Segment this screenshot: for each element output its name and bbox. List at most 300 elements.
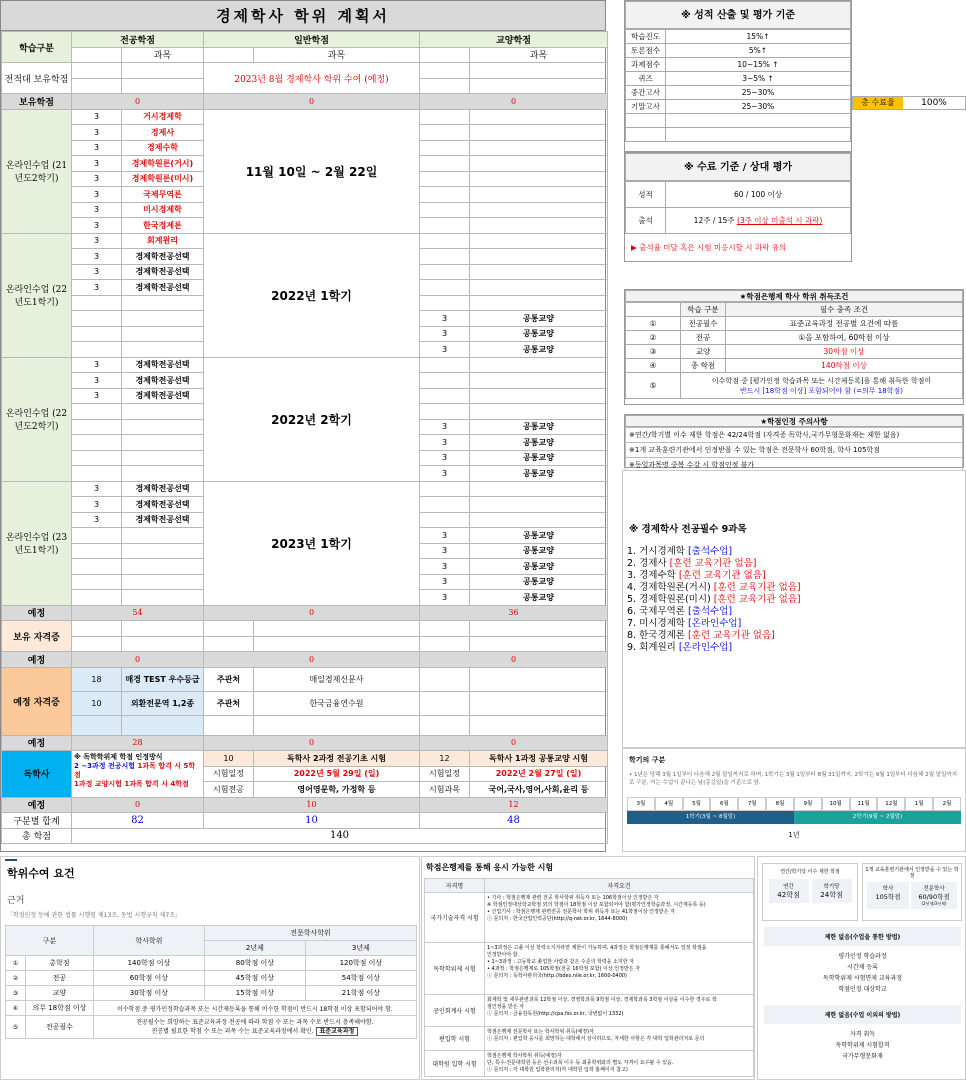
req-major-required: 전공별 필요한 학점 수 또는 과목 수는 표준교육과정에서 확인. [151, 1028, 314, 1035]
dok-subject-label: 시험전공 [204, 782, 254, 798]
exam-req-line: ⓘ 문의처 : 편입학 응시를 희망하는 대학에서 상이하므로, 자세한 사항은 각 대학 입학관리처로 문의 [487, 1036, 705, 1042]
req-bachelor: 140학점 이상 [93, 956, 204, 971]
limit-key: 학기당 [823, 884, 840, 890]
term2-period: 2022년 1학기 [204, 233, 420, 357]
month-cell: 9월 [794, 797, 822, 811]
dok-liberal-subjects: 국어,국사,영어,사회,윤리 등 [470, 782, 608, 798]
liberal-course: 공통교양 [470, 559, 608, 575]
expected-major: 28 [72, 735, 204, 751]
cert-credit: 18 [72, 667, 122, 691]
limit-value: 105학점 [875, 893, 901, 901]
acquire-r5-line: 반드시 [18학점 이상] 포함되어야 함 (=의무 18학점) [740, 386, 903, 395]
score-label: 성적 [626, 182, 666, 208]
credit-cell: 3 [72, 187, 122, 203]
exams-panel [421, 856, 755, 1080]
attend-note: (3주 이상 미출석 시 과락) [736, 216, 823, 225]
exam-name: 편입학 시험 [425, 1027, 485, 1051]
course-cell: 경제학전공선택 [122, 264, 204, 280]
course-cell: 경제학원론(거시) [122, 156, 204, 172]
subject-header: 과목 [470, 47, 608, 63]
grading-key: 중간고사 [626, 86, 666, 100]
limit-box-2 [862, 863, 962, 921]
req-3y: 21학점 이상 [305, 986, 416, 1001]
held-general: 0 [204, 94, 420, 110]
exam-req-line: 단, 특수·전문대학원 등은 선수과목 이수 등 최종학위와의 별도 자격이 요구될 수 있음. [487, 1060, 674, 1066]
liberal-course: 공통교양 [470, 326, 608, 342]
prior-label: 전적대 보유학점 [2, 63, 72, 94]
major-header: 전공학점 [72, 32, 204, 48]
exam-req-line: ⓘ 문의처 : 금융감독원(http://cpa.fss.or.kr, 국번없이 1332) [487, 1011, 624, 1017]
liberal-credit: 3 [420, 466, 470, 482]
no-limit-item: 자격 취득 [849, 1031, 876, 1038]
degree-note: 2023년 8월 경제학사 학위 수여 (예정) [204, 63, 420, 94]
liberal-course: 공통교양 [470, 466, 608, 482]
liberal-course: 공통교양 [470, 543, 608, 559]
req-mandatory: 이수학점 중 평가인정학습과목 또는 시간제등록을 통해 이수한 학점이 반드시 18학점 이상 포함되어야 함. [93, 1001, 416, 1016]
expected-label: 예정 [2, 735, 72, 751]
required-item [627, 582, 801, 594]
dok-label: 독학사 [2, 751, 72, 798]
limit-box-title: 연간/학기당 이수 제한 학점 [780, 869, 840, 875]
liberal-course: 공통교양 [470, 311, 608, 327]
required-item-status: [온라인수업] [688, 618, 742, 629]
no-limit-class-title: 제한 없음(수업을 통한 방법) [764, 927, 961, 946]
semester-bar-2: 2학기(9월 ~ 2월말) [794, 811, 961, 824]
acquire-num: ① [626, 317, 681, 331]
credit-cell: 3 [72, 171, 122, 187]
exams-h1: 자격명 [425, 879, 485, 893]
exam-req-line: • 기사 : 학점은행제 관련 전공 학사학위 취득자 또는 106학점이상 인정받은 자 [487, 895, 659, 901]
limit-box-title: 1개 교육훈련기관에서 인정받을 수 있는 학점 [865, 867, 959, 879]
acquire-h1: 학습 구분 [681, 303, 726, 317]
required-item-name: 5. 경제학원론(미시) [627, 594, 714, 605]
total-label: 총 학점 [2, 828, 72, 844]
term4-label: 온라인수업 (23년도1학기) [2, 481, 72, 605]
th-3y: 3년제 [305, 941, 416, 956]
required-item-status: [훈련 교육기관 없음] [669, 558, 757, 569]
grading-panel [624, 0, 852, 152]
sum-general: 10 [204, 813, 420, 829]
no-limit-item: 학점인정 대상학교 [838, 986, 887, 993]
limit-key: 학사 [882, 886, 894, 892]
degree-plan-table [0, 0, 606, 852]
exam-req-line: • 산업기사 : 학점은행제 관련전공 전문학사 학위 취득자 또는 41학점이상 인정받은 자 [487, 909, 675, 915]
total-value: 140 [72, 828, 608, 844]
req-num: ③ [6, 986, 26, 1001]
required-item-name: 3. 경제수학 [627, 570, 679, 581]
term3-label: 온라인수업 (22년도2학기) [2, 357, 72, 481]
acquire-value: 140학점 이상 [726, 359, 963, 373]
month-cell: 4월 [655, 797, 683, 811]
credit-cell: 3 [72, 497, 122, 513]
cert-name: 외환전문역 1,2종 [122, 691, 204, 715]
month-cell: 3월 [627, 797, 655, 811]
liberal-credit: 3 [420, 574, 470, 590]
acquire-value: 30학점 이상 [726, 345, 963, 359]
credit-cell: 3 [72, 388, 122, 404]
subject-header: 과목 [254, 47, 420, 63]
liberal-credit: 3 [420, 342, 470, 358]
course-cell: 경제학전공선택 [122, 373, 204, 389]
exam-req-line: • 4과정 : 학점은행제로 105학점(전공 16학점 포함) 이상 인정받은 자 [487, 966, 641, 972]
completion-title: ※ 수료 기준 / 상대 평가 [625, 153, 851, 181]
th-class: 구분 [6, 926, 94, 956]
month-cell: 5월 [683, 797, 711, 811]
course-cell: 경제사 [122, 125, 204, 141]
required-item-name: 6. 국제무역론 [627, 606, 688, 617]
req-bachelor: 60학점 이상 [93, 971, 204, 986]
semester-bar-1: 1학기(3월 ~ 8월말) [627, 811, 794, 824]
exam-req-line: 1~3과정은 고졸 이상 학력소지자라면 제한이 가능하며, 4과정은 학점은행제를 통해서도 일정 학점을 [487, 945, 707, 951]
credit-cell: 3 [72, 109, 122, 125]
held-major: 0 [72, 94, 204, 110]
term3-period: 2022년 2학기 [204, 357, 420, 481]
liberal-header: 교양학점 [420, 32, 608, 48]
exams-h2: 자격요건 [485, 879, 754, 893]
exam-req-line: 학점은행제 학사학위 취득(예정)자 [487, 1053, 562, 1059]
acquire-num: ④ [626, 359, 681, 373]
basis-label: 근거 [7, 896, 25, 906]
semester-panel [622, 748, 966, 852]
limit-box-1 [762, 863, 858, 921]
required-item [627, 558, 801, 570]
course-cell: 경제학원론(미시) [122, 171, 204, 187]
liberal-course: 공통교양 [470, 528, 608, 544]
caution-line: ※1개 교육훈련기관에서 인정받을 수 있는 학점은 전문학사 60학점, 학사 105학점 [626, 443, 963, 458]
exam-req-line: 회계학 및 세무관련과목 12학점 이상, 경영학과목 9학점 이상, 경제학과목 3학점 이상을 이수한 경우로 학 [487, 997, 717, 1003]
required-item-name: 8. 한국경제론 [627, 630, 688, 641]
no-limit-item: 시간제 등록 [847, 964, 878, 971]
exam-name: 국가기술자격 시험 [425, 893, 485, 943]
caution-line: ※연간/학기별 이수 제한 학점은 42/24학점 (자격증 독학사,국가무형문화재는 제한 없음) [626, 428, 963, 443]
liberal-course: 공통교양 [470, 450, 608, 466]
credit-cell: 3 [72, 280, 122, 296]
semester-bars [627, 811, 961, 824]
no-limit-class [764, 927, 961, 1000]
expected-major: 0 [72, 652, 204, 668]
credit-cell: 3 [72, 233, 122, 249]
course-cell: 회계원리 [122, 233, 204, 249]
exam-req-line: 점인정을 받은 자 [487, 1004, 524, 1010]
cert-name: 매경 TEST 우수등급 [122, 667, 204, 691]
credit-cell: 3 [72, 512, 122, 528]
expected-general: 0 [204, 605, 420, 621]
caution-title: ★학점인정 주의사항 [625, 415, 963, 427]
exam-req-line: ⓘ 문의처 : 한국산업인력공단(http://q-net.or.kr, 1644-8000) [487, 916, 628, 922]
term1-period: 11월 10일 ~ 2월 22일 [204, 109, 420, 233]
subject-header: 과목 [122, 47, 204, 63]
sum-label: 구분별 합계 [2, 813, 72, 829]
required-item [627, 546, 801, 558]
liberal-course: 공통교양 [470, 590, 608, 606]
grading-value: 15%↑ [666, 30, 851, 44]
no-limit-other-title: 제한 없음(수업 이외의 방법) [764, 1005, 961, 1024]
attend-value: 12주 / 15주 [693, 216, 735, 225]
acquire-r5-line: 이수학점 중 [평가인정 학습과목 또는 시간제등록]을 통해 취득한 학점이 [711, 376, 932, 385]
required-item-name: 7. 미시경제학 [627, 618, 688, 629]
dok-general-credit: 10 [204, 751, 254, 767]
credit-cell: 3 [72, 218, 122, 234]
cert-org: 한국금융연수원 [254, 691, 420, 715]
grading-key: 토론점수 [626, 44, 666, 58]
score-value: 60 / 100 이상 [666, 182, 851, 208]
req-num: ⑤ [6, 1016, 26, 1039]
acquire-num: ② [626, 331, 681, 345]
liberal-credit: 3 [420, 326, 470, 342]
grading-key: 학습진도 [626, 30, 666, 44]
month-cell: 8월 [766, 797, 794, 811]
dok-general-title: 독학사 2과정 전공기초 시험 [254, 751, 420, 767]
basis-note: 「학점인정 등에 관한 법률 시행령 제13조, 동법 시행규칙 제7조」 [7, 912, 181, 919]
attend-label: 출석 [626, 208, 666, 234]
month-cell: 10월 [822, 797, 850, 811]
credit-cell: 3 [72, 156, 122, 172]
req-num: ① [6, 956, 26, 971]
exam-name: 독학학위제 시험 [425, 943, 485, 995]
course-cell: 경제수학 [122, 140, 204, 156]
limit-key: 연간 [783, 884, 794, 890]
liberal-course: 공통교양 [470, 419, 608, 435]
grading-key: 과제점수 [626, 58, 666, 72]
required-item-status: [출석수업] [688, 606, 733, 617]
term2-label: 온라인수업 (22년도1학기) [2, 233, 72, 357]
exam-req-line: ⓘ 문의처 : 각 대학원 입학관리처(각 대학원 입학 홈페이지 참고) [487, 1067, 628, 1073]
req-key: 전공필수 [26, 1016, 94, 1039]
expected-liberal: 0 [420, 652, 608, 668]
req-num: ④ [6, 1001, 26, 1016]
total-rate-row [852, 96, 966, 110]
required-item-status: [훈련 교육기관 없음] [713, 582, 801, 593]
liberal-credit: 3 [420, 450, 470, 466]
dok-note [72, 751, 204, 798]
exam-req-line: ⓘ 문의처 : 독학사관리국(http://bdes.nile.or.kr, 1600-0400) [487, 973, 628, 979]
month-cell: 7월 [738, 797, 766, 811]
req-2y: 15학점 이상 [204, 986, 305, 1001]
limit-note: (2년제/3년제) [921, 901, 947, 906]
exams-title: 학점은행제를 통해 응시 가능한 시험 [426, 863, 554, 872]
liberal-course: 공통교양 [470, 342, 608, 358]
liberal-credit: 3 [420, 543, 470, 559]
credit-cell: 3 [72, 357, 122, 373]
completion-panel [624, 152, 852, 262]
completion-warning: ▶ 출석율 미달 혹은 시험 미응시할 시 과락 유의 [631, 243, 787, 252]
required-item-status: [훈련 교육기관 없음] [678, 570, 766, 581]
month-cell: 11월 [850, 797, 878, 811]
liberal-course: 공통교양 [470, 574, 608, 590]
semester-desc: • 1년은 당해 3월 1일부터 다음해 2월 말일까지로 하며, 1학기는 3월 1일부터 8월 31일까지, 2학기는 9월 1일부터 다음해 2월 말일까지로 구분, 여는 수업이 끝나는 날(종강일)을 기준으로 함. [629, 772, 958, 786]
no-limit-item: 평가인정 학습과정 [838, 953, 887, 960]
course-cell: 미시경제학 [122, 202, 204, 218]
required-item [627, 594, 801, 606]
standard-course-button[interactable]: 표준교육과정 [316, 1027, 359, 1036]
expected-label: 예정 [2, 797, 72, 813]
course-cell: 경제학전공선택 [122, 481, 204, 497]
exam-req-line: 학점은행제 전문학사 또는 학사학위 취득(예정)자 [487, 1029, 594, 1035]
month-cell: 1월 [905, 797, 933, 811]
course-cell: 한국경제론 [122, 218, 204, 234]
th-2y: 2년제 [204, 941, 305, 956]
required-title: ※ 경제학사 전공필수 9과목 [629, 524, 747, 535]
limit-value: 24학점 [820, 891, 843, 899]
exam-name: 대학원 입학 시험 [425, 1051, 485, 1077]
no-limit-item: 독학학위제 시험합격 [835, 1042, 890, 1049]
required-item-status: [훈련 교육기관 없음] [688, 630, 775, 641]
dok-note-line: 2 ~3과정 전공시험 [74, 762, 138, 770]
dok-note-line: ※ 독학학위제 학점 인정방식 [74, 753, 163, 761]
liberal-course: 공통교양 [470, 435, 608, 451]
required-item [627, 606, 801, 618]
req-major-required: 전공필수는 희망하는 표준교육과정 전공에 따라 학점 수 또는 과목 수로 반드시 충족해야함. [136, 1019, 374, 1026]
liberal-credit: 3 [420, 419, 470, 435]
exam-name: 공인회계사 시험 [425, 995, 485, 1027]
limit-key: 전문학사 [923, 886, 945, 892]
term1-label: 온라인수업 (21년도2학기) [2, 109, 72, 233]
dok-liberal-title: 독학사 1과정 공통교양 시험 [470, 751, 608, 767]
credit-cell: 3 [72, 140, 122, 156]
acquire-value: ①을 포함하여, 60학점 이상 [726, 331, 963, 345]
total-rate-label: 총 수료율 [853, 97, 903, 109]
acquire-panel [624, 289, 964, 405]
course-cell: 경제학전공선택 [122, 497, 204, 513]
req-2y: 80학점 이상 [204, 956, 305, 971]
dok-liberal-date: 2022년 2월 27일 (일) [470, 766, 608, 782]
exam-req-line: • 1~3과정 : 고등학교 졸업한 사람과 같은 수준의 학력을 소지한 자 [487, 959, 635, 965]
dok-general-date: 2022년 5월 29일 (일) [254, 766, 420, 782]
acquire-key: 총 학점 [681, 359, 726, 373]
expected-general: 0 [204, 652, 420, 668]
req-key: 교양 [26, 986, 94, 1001]
required-item-status: [출석수업] [688, 546, 733, 557]
cert-plan-label: 예정 자격증 [2, 667, 72, 735]
limit-value: 60/90학점 [918, 893, 950, 901]
req-3y: 54학점 이상 [305, 971, 416, 986]
dok-subject-label: 시험과목 [420, 782, 470, 798]
req-3y: 120학점 이상 [305, 956, 416, 971]
month-cell: 2월 [933, 797, 961, 811]
expected-label: 예정 [2, 605, 72, 621]
expected-liberal: 0 [420, 735, 608, 751]
liberal-credit: 3 [420, 435, 470, 451]
req-key: 총학점 [26, 956, 94, 971]
required-courses-panel [622, 470, 966, 748]
th-bachelor: 학사학위 [93, 926, 204, 956]
course-cell: 거시경제학 [122, 109, 204, 125]
required-list [627, 546, 801, 654]
course-cell: 경제학전공선택 [122, 388, 204, 404]
credit-cell: 3 [72, 249, 122, 265]
acquire-num: ⑤ [626, 373, 681, 399]
exam-req-line: ※ 학점인정대상학교학점 외의 학점이 18학점 이상 포함되어야 함(평가인정학습과정, 시간제등록 등) [487, 902, 706, 908]
required-item [627, 570, 801, 582]
held-liberal: 0 [420, 94, 608, 110]
limits-panel [757, 856, 966, 1080]
plan-title: 경제학사 학위 계획서 [1, 1, 605, 31]
dok-note-line: 1과목 합격 시 4학점 [124, 780, 189, 788]
month-row [627, 797, 961, 811]
cert-credit: 10 [72, 691, 122, 715]
course-cell: 국제무역론 [122, 187, 204, 203]
grading-value: 25~30% [666, 100, 851, 114]
credit-cell: 3 [72, 373, 122, 389]
expected-major: 54 [72, 605, 204, 621]
req-key: 전공 [26, 971, 94, 986]
held-label: 보유학점 [2, 94, 72, 110]
sum-major: 82 [72, 813, 204, 829]
required-item-status: [온라인수업] [678, 642, 733, 653]
dok-liberal-credit: 12 [420, 751, 470, 767]
cert-held-label: 보유 자격증 [2, 621, 72, 652]
grading-value: 5%↑ [666, 44, 851, 58]
req-num: ② [6, 971, 26, 986]
dok-note-line: 1과정 교양시험 [74, 780, 125, 788]
course-cell: 경제학전공선택 [122, 512, 204, 528]
required-item-status: [훈련 교육기관 없음] [713, 594, 801, 605]
expected-liberal: 36 [420, 605, 608, 621]
dok-date-label: 시험일정 [420, 766, 470, 782]
required-item-name: 2. 경제사 [627, 558, 670, 569]
req-2y: 45학점 이상 [204, 971, 305, 986]
credit-cell: 3 [72, 264, 122, 280]
month-cell: 6월 [710, 797, 738, 811]
credit-cell: 3 [72, 202, 122, 218]
sum-liberal: 48 [420, 813, 608, 829]
acquire-key: 교양 [681, 345, 726, 359]
cert-org-label: 주관처 [204, 667, 254, 691]
course-cell: 경제학전공선택 [122, 357, 204, 373]
liberal-credit: 3 [420, 559, 470, 575]
caution-line: ※동일과목명 중복 수강 시 학점인정 불가 [626, 458, 963, 473]
req-bachelor: 30학점 이상 [93, 986, 204, 1001]
course-cell: 경제학전공선택 [122, 249, 204, 265]
expected-label: 예정 [2, 652, 72, 668]
acquire-title: ★학점은행제 학사 학위 취득조건 [625, 290, 963, 302]
required-item-name: 9. 회계원리 [627, 642, 679, 653]
acquire-key: 전공 [681, 331, 726, 345]
required-item [627, 618, 801, 630]
acquire-value: 표준교육과정 전공별 요건에 따름 [726, 317, 963, 331]
degree-req-panel [0, 856, 420, 1080]
no-limit-item: 독학학위제 시험면제 교육과정 [822, 975, 903, 982]
dok-note-line: 1과목 합격 시 5학점 [74, 762, 196, 779]
term4-period: 2023년 1학기 [204, 481, 420, 605]
credit-cell: 3 [72, 481, 122, 497]
grading-value: 10~15% ↑ [666, 58, 851, 72]
limit-value: 42학점 [777, 891, 800, 899]
grading-value: 25~30% [666, 86, 851, 100]
dok-general-subjects: 영어영문학, 가정학 등 [254, 782, 420, 798]
expected-general: 10 [204, 797, 420, 813]
total-rate-value: 100% [921, 98, 947, 108]
req-key: 의무 18학점 이상 [26, 1001, 94, 1016]
required-item [627, 630, 801, 642]
th-associate: 전문학사학위 [204, 926, 416, 941]
month-cell: 12월 [877, 797, 905, 811]
required-item [627, 642, 801, 654]
required-item-name: 1. 거시경제학 [627, 546, 688, 557]
course-cell: 경제학전공선택 [122, 280, 204, 296]
expected-liberal: 12 [420, 797, 608, 813]
year-label: 1년 [788, 831, 800, 839]
general-header: 일반학점 [204, 32, 420, 48]
credit-cell: 3 [72, 125, 122, 141]
required-item-name: 4. 경제학원론(거시) [627, 582, 714, 593]
liberal-credit: 3 [420, 528, 470, 544]
cert-org: 매일경제신문사 [254, 667, 420, 691]
exam-req-line: 인정받아야 함. [487, 952, 520, 958]
acquire-h2: 필수 충족 조건 [726, 303, 963, 317]
grading-value: 3~5% ↑ [666, 72, 851, 86]
no-limit-other [764, 1005, 961, 1067]
